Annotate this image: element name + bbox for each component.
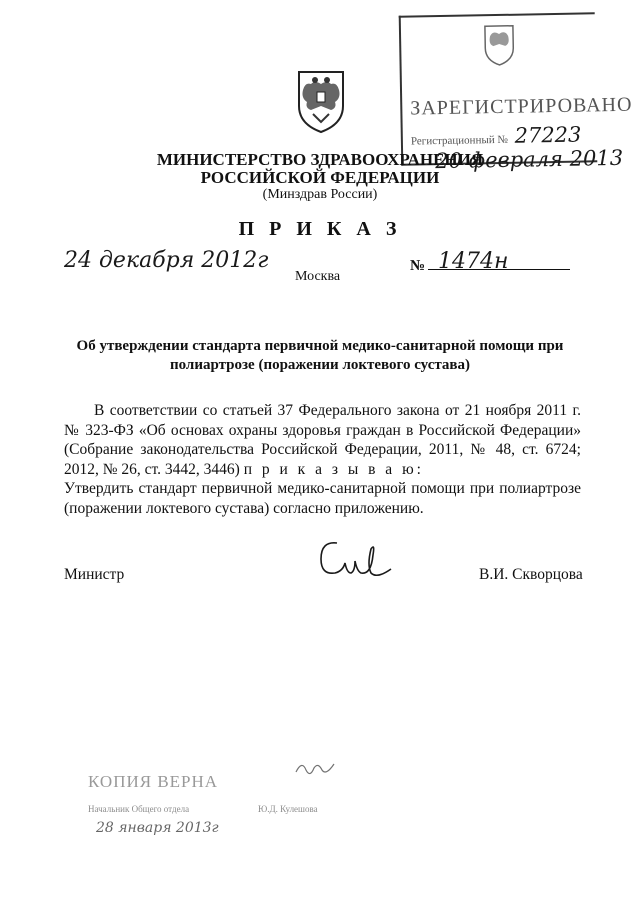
ministry-short-name: (Минздрав России) xyxy=(262,187,378,202)
copy-certified-stamp xyxy=(88,758,348,868)
registration-number-label: Регистрационный № xyxy=(410,133,509,148)
city-label: Москва xyxy=(295,269,341,284)
state-emblem-icon xyxy=(291,66,351,136)
number-sign: № xyxy=(410,258,426,274)
ministry-name-line-2: РОССИЙСКОЙ ФЕДЕРАЦИИ xyxy=(200,168,440,187)
signature-mark xyxy=(315,535,395,585)
registered-label: ЗАРЕГИСТРИРОВАНО xyxy=(410,93,633,120)
order-number: 1474н xyxy=(438,249,509,274)
copy-certifier-position: Начальник Общего отдела xyxy=(88,804,190,814)
ministry-name-line-1: МИНИСТЕРСТВО ЗДРАВООХРАНЕНИЯ xyxy=(156,150,484,169)
copy-signature-mark xyxy=(294,758,336,780)
body-paragraph-2: Утвердить стандарт первичной медико-санитарной помощи при полиартрозе (поражении локтевого сустава) согласно приложению. xyxy=(64,480,581,517)
subject-line-1: Об утверждении стандарта первичной медико-санитарной помощи при xyxy=(76,338,564,354)
registration-stamp xyxy=(399,12,633,174)
signer-title: Министр xyxy=(64,566,125,583)
body-paragraph-1 xyxy=(64,401,581,479)
registration-number-row xyxy=(411,123,582,150)
stamp-emblem-icon xyxy=(481,22,518,69)
body-preamble: В соответствии со статьей 37 Федерального закона от 21 ноября 2011 г. № 323-ФЗ «Об основах охраны здоровья граждан в Российской Федерации» (Собрание законодательства Российской Федерации, 2011, № 48, ст. 6724; 2012, № 26, ст. 3442, 3446) xyxy=(64,402,581,478)
copy-certifier-name: Ю.Д. Кулешова xyxy=(258,804,318,814)
subject-line-2: полиартрозе (поражении локтевого сустава) xyxy=(169,357,471,373)
signer-name: В.И. Скворцова xyxy=(479,566,583,583)
document-type-title: П Р И К А З xyxy=(238,218,402,240)
order-date: 24 декабря 2012г xyxy=(64,248,269,273)
order-body xyxy=(64,401,581,518)
order-word: п р и к а з ы в а ю: xyxy=(243,460,424,478)
copy-true-label: КОПИЯ ВЕРНА xyxy=(88,772,219,791)
copy-date: 28 января 2013г xyxy=(96,820,219,836)
registration-number: 27223 xyxy=(514,122,582,148)
registration-date: 20 февраля 2013 xyxy=(435,145,624,174)
